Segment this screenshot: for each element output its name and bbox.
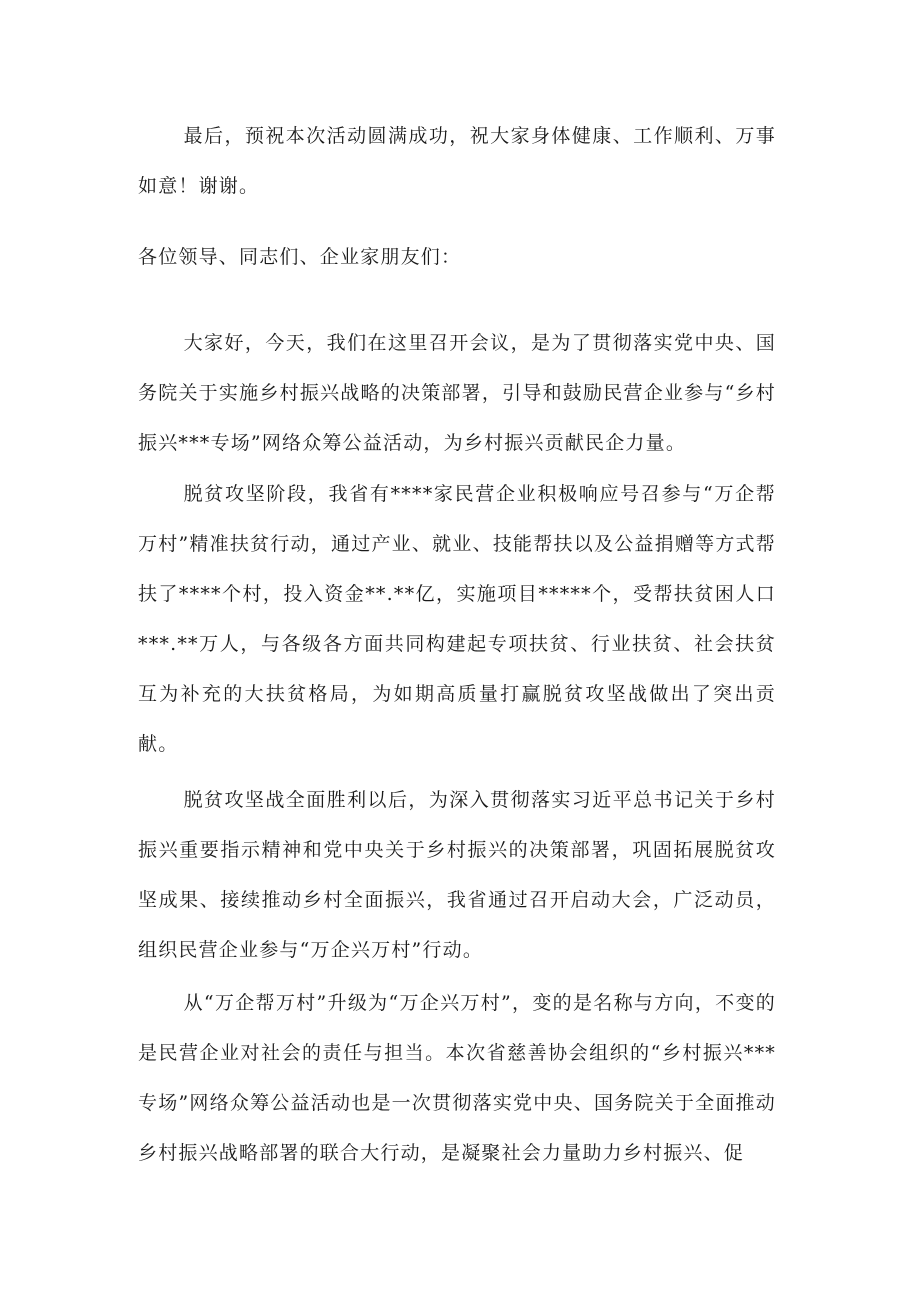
opening-paragraph: 大家好，今天，我们在这里召开会议，是为了贯彻落实党中央、国务院关于实施乡村振兴战略的决策部署，引导和鼓励民营企业参与“乡村振兴***专场”网络众筹公益活动，为乡村振兴贡献民企力量。 <box>138 332 776 454</box>
poverty-alleviation-paragraph: 脱贫攻坚阶段，我省有****家民营企业积极响应号召参与“万企帮万村”精准扶贫行动，通过产业、就业、技能帮扶以及公益捐赠等方式帮扶了****个村，投入资金**.**亿，实施项目*****个，受帮扶贫困人口***.**万人，与各级各方面共同构建起专项扶贫、行业扶贫、社会扶贫互为补充的大扶贫格局，为如期高质量打赢脱贫攻坚战做出了突出贡献。 <box>138 483 776 755</box>
rural-revitalization-paragraph: 脱贫攻坚战全面胜利以后，为深入贯彻落实习近平总书记关于乡村振兴重要指示精神和党中央关于乡村振兴的决策部署，巩固拓展脱贫攻坚成果、接续推动乡村全面振兴，我省通过召开启动大会，广泛动员，组织民营企业参与“万企兴万村”行动。 <box>138 789 776 961</box>
salutation: 各位领导、同志们、企业家朋友们： <box>138 246 462 268</box>
campaign-paragraph: 从“万企帮万村”升级为“万企兴万村”，变的是名称与方向，不变的是民营企业对社会的责任与担当。本次省慈善协会组织的“乡村振兴***专场”网络众筹公益活动也是一次贯彻落实党中央、国务院关于全面推动乡村振兴战略部署的联合大行动，是凝聚社会力量助力乡村振兴、促 <box>138 992 776 1164</box>
closing-paragraph: 最后，预祝本次活动圆满成功，祝大家身体健康、工作顺利、万事如意！谢谢。 <box>138 125 776 197</box>
